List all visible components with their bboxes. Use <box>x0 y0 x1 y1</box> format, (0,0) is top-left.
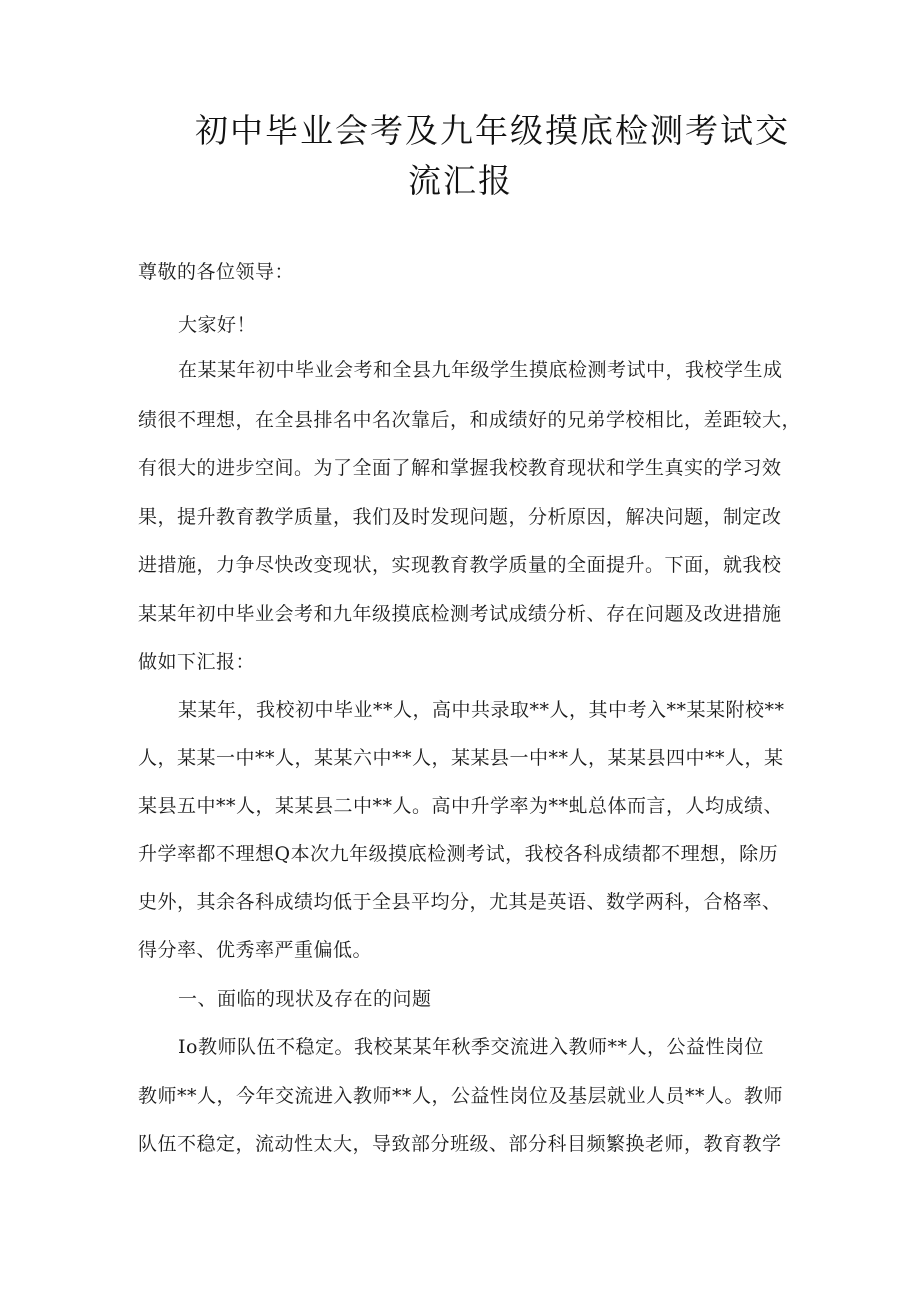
para1-line-5: 进措施，力争尽快改变现状，实现教育教学质量的全面提升。下面，就我校 <box>138 554 782 576</box>
title-line-2: 流汇报 <box>408 161 513 200</box>
para2-line-5: 史外，其余各科成绩均低于全县平均分，尤其是英语、数学两科，合格率、 <box>138 891 782 913</box>
para1-line-6: 某某年初中毕业会考和九年级摸底检测考试成绩分析、存在问题及改进措施 <box>138 603 782 625</box>
para1-line-7: 做如下汇报： <box>138 651 256 673</box>
title-line-1: 初中毕业会考及九年级摸底检测考试交 <box>195 111 790 150</box>
para2-line-3: 某县五中**人，某某县二中**人。高中升学率为**虬总体而言，人均成绩、 <box>138 795 784 817</box>
para1-line-2: 绩很不理想，在全县排名中名次靠后，和成绩好的兄弟学校相比，差距较大， <box>138 409 802 431</box>
greeting: 尊敬的各位领导： <box>138 261 295 283</box>
para1-line-1: 在某某年初中毕业会考和全县九年级学生摸底检测考试中，我校学生成 <box>178 359 783 381</box>
para2-line-6: 得分率、优秀率严重偏低。 <box>138 939 373 961</box>
document-title <box>195 106 805 206</box>
section-heading-1: 一、面临的现状及存在的问题 <box>178 988 432 1010</box>
para1-line-4: 果，提升教育教学质量，我们及时发现问题，分析原因，解决问题，制定改 <box>138 506 782 528</box>
para2-line-2: 人，某某一中**人，某某六中**人，某某县一中**人，某某县四中**人，某 <box>138 747 784 769</box>
para2-line-4: 升学率都不理想Q本次九年级摸底检测考试，我校各科成绩都不理想，除历 <box>138 843 779 865</box>
para1-line-3: 有很大的进步空间。为了全面了解和掌握我校教育现状和学生真实的学习效 <box>138 457 782 479</box>
hello-line: 大家好！ <box>178 314 257 336</box>
para2-line-1: 某某年，我校初中毕业**人，高中共录取**人，其中考入**某某附校** <box>178 699 785 721</box>
para3-line-3: 队伍不稳定，流动性太大，导致部分班级、部分科目频繁换老师，教育教学 <box>138 1133 782 1155</box>
para3-line-2: 教师**人，今年交流进入教师**人，公益性岗位及基层就业人员**人。教师 <box>138 1085 784 1107</box>
para3-line-1: Io教师队伍不稳定。我校某某年秋季交流进入教师**人，公益性岗位 <box>178 1036 764 1058</box>
